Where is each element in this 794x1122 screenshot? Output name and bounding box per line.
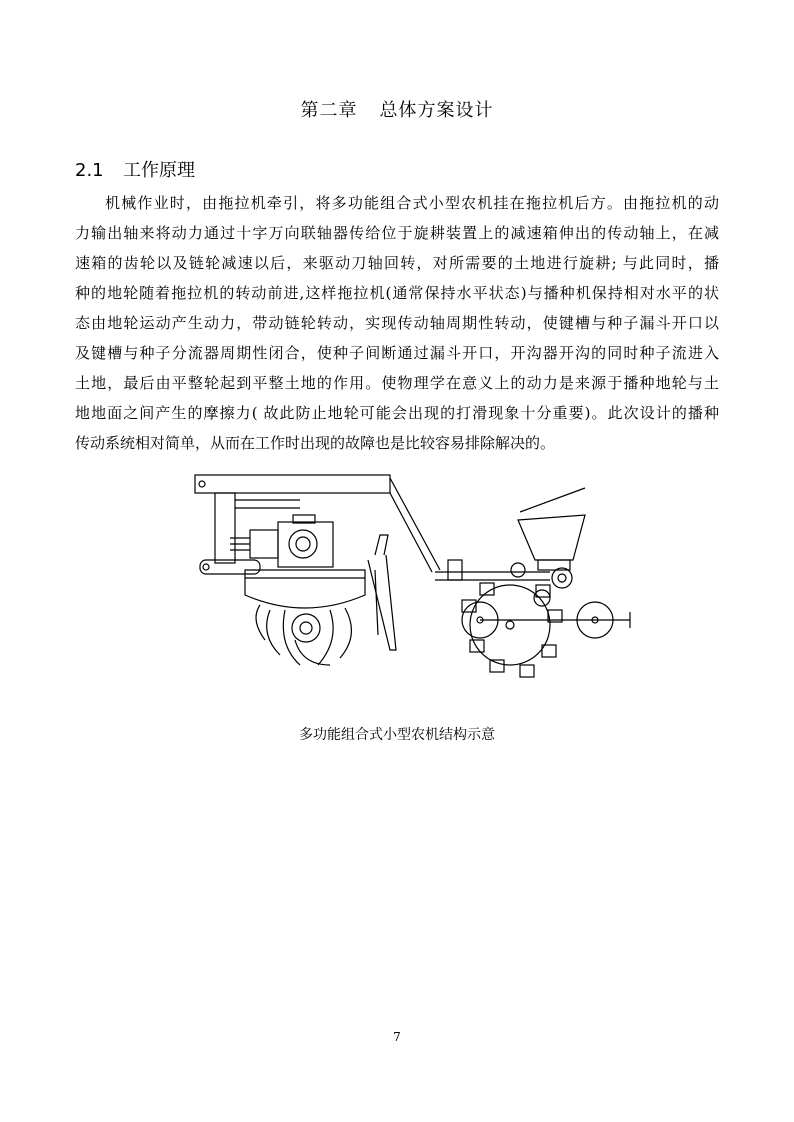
page-number: 7 <box>393 1030 401 1044</box>
body-paragraph <box>75 188 719 458</box>
machine-diagram <box>190 460 640 695</box>
drawbar <box>435 560 550 580</box>
paragraph-line: 地地面之间产生的摩擦力( 故此防止地轮可能会出现的打滑现象十分重要)。此次设计的播种 <box>75 404 719 422</box>
paragraph-line: 土地，最后由平整轮起到平整土地的作用。使物理学在意义上的动力是来源于播种地轮与土 <box>75 374 719 392</box>
chapter-name: 总体方案设计 <box>379 100 494 121</box>
paragraph-line: 传动系统相对简单，从而在工作时出现的故障也是比较容易排除解决的。 <box>75 434 556 452</box>
tiller-housing <box>245 570 365 665</box>
figure-caption: 多功能组合式小型农机结构示意 <box>299 727 495 743</box>
paragraph-line: 机械作业时，由拖拉机牵引，将多功能组合式小型农机挂在拖拉机后方。由拖拉机的动 <box>105 194 719 212</box>
section-title: 工作原理 <box>123 160 195 181</box>
hitch-frame <box>195 475 440 574</box>
paragraph-line: 力输出轴来将动力通过十字万向联轴器传给位于旋耕装置上的减速箱伸出的传动轴上，在减 <box>75 224 719 242</box>
paragraph-line: 及键槽与种子分流器周期性闭合，使种子间断通过漏斗开口，开沟器开沟的同时种子流进入 <box>75 344 719 362</box>
section-heading <box>75 156 195 182</box>
opener-blades <box>368 535 396 650</box>
gearbox <box>230 515 333 567</box>
paragraph-line: 态由地轮运动产生动力，带动链轮转动，实现传动轴周期性转动，使键槽与种子漏斗开口以 <box>75 314 719 332</box>
seeding-wheel <box>462 583 562 677</box>
paragraph-line: 速箱的齿轮以及链轮减速以后，来驱动刀轴回转，对所需要的土地进行旋耕; 与此同时，播 <box>75 254 719 272</box>
chapter-title <box>0 96 794 122</box>
chapter-number: 第二章 <box>300 100 358 121</box>
seed-hopper <box>518 488 585 570</box>
section-number: 2.1 <box>75 160 104 181</box>
paragraph-line: 种的地轮随着拖拉机的转动前进,这样拖拉机(通常保持水平状态)与播种机保持相对水平的状 <box>75 284 719 302</box>
